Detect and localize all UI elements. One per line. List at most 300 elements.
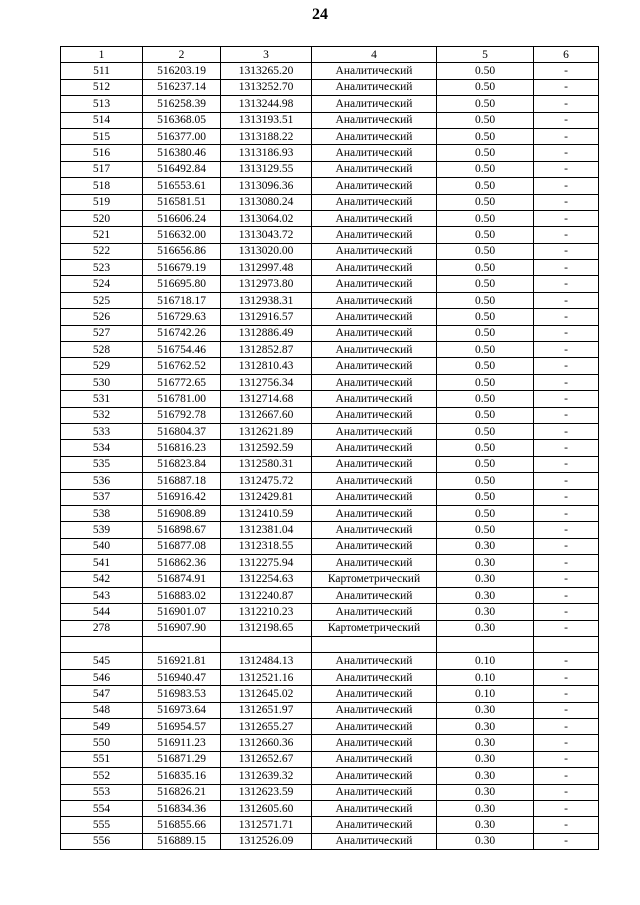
table-cell-col-4: Аналитический <box>312 112 437 128</box>
table-cell-col-4: Аналитический <box>312 227 437 243</box>
table-cell-col-6: - <box>534 604 599 620</box>
table-cell-col-6: - <box>534 833 599 849</box>
table-cell-col-4: Аналитический <box>312 669 437 685</box>
table-cell-col-5: 0.50 <box>437 292 534 308</box>
table-cell-col-1: 534 <box>61 440 143 456</box>
table-row <box>61 358 599 374</box>
table-row <box>61 555 599 571</box>
table-cell-col-2: 516877.08 <box>143 538 221 554</box>
table-cell-col-6: - <box>534 210 599 226</box>
table-cell-col-6: - <box>534 243 599 259</box>
table-cell-col-6: - <box>534 407 599 423</box>
table-cell-col-5: 0.30 <box>437 620 534 636</box>
table-cell-col-2: 516695.80 <box>143 276 221 292</box>
table-cell-col-3: 1312526.09 <box>221 833 312 849</box>
table-row <box>61 128 599 144</box>
table-cell-col-5: 0.50 <box>437 423 534 439</box>
table-cell-col-2: 516908.89 <box>143 505 221 521</box>
table-cell-col-3: 1312810.43 <box>221 358 312 374</box>
table-cell-col-6: - <box>534 79 599 95</box>
table-row <box>61 194 599 210</box>
table-cell-col-1: 521 <box>61 227 143 243</box>
table-cell-col-5: 0.30 <box>437 800 534 816</box>
table-cell-col-3: 1313020.00 <box>221 243 312 259</box>
table-cell-col-5: 0.30 <box>437 571 534 587</box>
table-cell-col-3: 1312240.87 <box>221 587 312 603</box>
table-cell-col-6 <box>534 637 599 653</box>
table-cell-col-2: 516898.67 <box>143 522 221 538</box>
table-cell-col-4: Аналитический <box>312 522 437 538</box>
table-row <box>61 686 599 702</box>
table-cell-col-1: 524 <box>61 276 143 292</box>
table-cell-col-1: 537 <box>61 489 143 505</box>
table-cell-col-6: - <box>534 260 599 276</box>
table-cell-col-5: 0.50 <box>437 342 534 358</box>
table-cell-col-6: - <box>534 669 599 685</box>
table-cell-col-1: 550 <box>61 735 143 751</box>
table-cell-col-6: - <box>534 784 599 800</box>
table-cell-col-6: - <box>534 342 599 358</box>
table-cell-col-4 <box>312 637 437 653</box>
table-cell-col-4: Аналитический <box>312 768 437 784</box>
table-cell-col-4: Аналитический <box>312 817 437 833</box>
table-cell-col-1: 518 <box>61 178 143 194</box>
table-cell-col-5: 0.50 <box>437 309 534 325</box>
table-cell-col-6: - <box>534 456 599 472</box>
table-cell-col-3: 1312973.80 <box>221 276 312 292</box>
table-cell-col-5: 0.50 <box>437 440 534 456</box>
page-number: 24 <box>312 6 328 23</box>
table-cell-col-2: 516772.65 <box>143 374 221 390</box>
table-cell-col-1: 536 <box>61 473 143 489</box>
table-cell-col-1: 548 <box>61 702 143 718</box>
table-cell-col-3: 1312938.31 <box>221 292 312 308</box>
table-cell-col-3: 1312997.48 <box>221 260 312 276</box>
table-cell-col-5: 0.50 <box>437 456 534 472</box>
table-cell-col-5: 0.50 <box>437 128 534 144</box>
table-cell-col-6: - <box>534 391 599 407</box>
table-cell-col-6: - <box>534 702 599 718</box>
table-row <box>61 440 599 456</box>
table-cell-col-5: 0.50 <box>437 391 534 407</box>
column-header: 3 <box>221 47 312 63</box>
table-cell-col-3: 1312318.55 <box>221 538 312 554</box>
table-cell-col-5: 0.50 <box>437 210 534 226</box>
table-cell-col-5: 0.30 <box>437 587 534 603</box>
table-cell-col-6: - <box>534 423 599 439</box>
table-row <box>61 784 599 800</box>
table-cell-col-4: Аналитический <box>312 440 437 456</box>
coordinates-table <box>60 46 599 850</box>
table-row <box>61 145 599 161</box>
table-cell-col-3: 1312571.71 <box>221 817 312 833</box>
table-cell-col-3 <box>221 637 312 653</box>
table-cell-col-5: 0.30 <box>437 751 534 767</box>
table-cell-col-1: 527 <box>61 325 143 341</box>
table-cell-col-3: 1312886.49 <box>221 325 312 341</box>
table-cell-col-1: 540 <box>61 538 143 554</box>
table-cell-col-5: 0.50 <box>437 178 534 194</box>
table-cell-col-1: 552 <box>61 768 143 784</box>
table-row <box>61 800 599 816</box>
table-cell-col-3: 1313265.20 <box>221 63 312 79</box>
table-cell-col-4: Аналитический <box>312 260 437 276</box>
table-cell-col-5: 0.50 <box>437 276 534 292</box>
table-cell-col-3: 1313129.55 <box>221 161 312 177</box>
table-cell-col-2: 516835.16 <box>143 768 221 784</box>
table-cell-col-3: 1312645.02 <box>221 686 312 702</box>
table-cell-col-5: 0.50 <box>437 161 534 177</box>
table-cell-col-4: Аналитический <box>312 243 437 259</box>
table-cell-col-3: 1313188.22 <box>221 128 312 144</box>
blank-separator-row <box>61 637 599 653</box>
table-cell-col-1: 511 <box>61 63 143 79</box>
table-cell-col-2: 516874.91 <box>143 571 221 587</box>
table-cell-col-2: 516889.15 <box>143 833 221 849</box>
table-cell-col-2: 516718.17 <box>143 292 221 308</box>
table-cell-col-1: 547 <box>61 686 143 702</box>
table-row <box>61 538 599 554</box>
table-cell-col-3: 1312429.81 <box>221 489 312 505</box>
table-cell-col-2: 516834.36 <box>143 800 221 816</box>
table-cell-col-4: Аналитический <box>312 653 437 669</box>
table-cell-col-6: - <box>534 325 599 341</box>
table-cell-col-1: 533 <box>61 423 143 439</box>
table-row <box>61 292 599 308</box>
column-header: 5 <box>437 47 534 63</box>
table-body <box>61 63 599 850</box>
table-cell-col-5: 0.50 <box>437 145 534 161</box>
table-cell-col-2: 516553.61 <box>143 178 221 194</box>
table-row <box>61 620 599 636</box>
table-cell-col-6: - <box>534 96 599 112</box>
table-cell-col-3: 1312623.59 <box>221 784 312 800</box>
table-cell-col-5: 0.30 <box>437 719 534 735</box>
table-cell-col-1: 529 <box>61 358 143 374</box>
table-cell-col-5: 0.30 <box>437 817 534 833</box>
table-cell-col-2: 516954.57 <box>143 719 221 735</box>
table-cell-col-3: 1313064.02 <box>221 210 312 226</box>
table-cell-col-5: 0.50 <box>437 79 534 95</box>
column-header: 2 <box>143 47 221 63</box>
table-cell-col-4: Аналитический <box>312 735 437 751</box>
table-cell-col-6: - <box>534 522 599 538</box>
table-row <box>61 702 599 718</box>
table-cell-col-2: 516823.84 <box>143 456 221 472</box>
table-cell-col-4: Аналитический <box>312 702 437 718</box>
table-row <box>61 325 599 341</box>
table-cell-col-6: - <box>534 178 599 194</box>
table-cell-col-2: 516742.26 <box>143 325 221 341</box>
table-cell-col-3: 1312655.27 <box>221 719 312 735</box>
table-cell-col-2 <box>143 637 221 653</box>
table-row <box>61 79 599 95</box>
table-row <box>61 669 599 685</box>
table-row <box>61 210 599 226</box>
table-cell-col-3: 1313043.72 <box>221 227 312 243</box>
table-cell-col-4: Аналитический <box>312 686 437 702</box>
table-row <box>61 227 599 243</box>
table-cell-col-2: 516826.21 <box>143 784 221 800</box>
table-cell-col-2: 516792.78 <box>143 407 221 423</box>
table-cell-col-2: 516656.86 <box>143 243 221 259</box>
table-cell-col-3: 1312580.31 <box>221 456 312 472</box>
table-cell-col-2: 516203.19 <box>143 63 221 79</box>
table-cell-col-1: 539 <box>61 522 143 538</box>
table-cell-col-4: Картометрический <box>312 620 437 636</box>
table-cell-col-1: 546 <box>61 669 143 685</box>
column-header: 4 <box>312 47 437 63</box>
table-cell-col-3: 1312475.72 <box>221 473 312 489</box>
table-cell-col-6: - <box>534 555 599 571</box>
table-cell-col-1: 544 <box>61 604 143 620</box>
table-cell-col-6: - <box>534 817 599 833</box>
table-row <box>61 587 599 603</box>
table-cell-col-2: 516887.18 <box>143 473 221 489</box>
table-cell-col-3: 1312652.67 <box>221 751 312 767</box>
table-cell-col-6: - <box>534 751 599 767</box>
table-cell-col-4: Аналитический <box>312 604 437 620</box>
table-cell-col-6: - <box>534 161 599 177</box>
table-cell-col-6: - <box>534 489 599 505</box>
table-cell-col-5: 0.30 <box>437 538 534 554</box>
table-cell-col-4: Аналитический <box>312 342 437 358</box>
table-cell-col-6: - <box>534 145 599 161</box>
table-cell-col-5: 0.50 <box>437 243 534 259</box>
table-row <box>61 833 599 849</box>
table-cell-col-1: 530 <box>61 374 143 390</box>
table-cell-col-5: 0.50 <box>437 260 534 276</box>
table-row <box>61 735 599 751</box>
table-cell-col-3: 1313244.98 <box>221 96 312 112</box>
table-cell-col-2: 516368.05 <box>143 112 221 128</box>
table-cell-col-4: Аналитический <box>312 423 437 439</box>
table-cell-col-1: 553 <box>61 784 143 800</box>
table-cell-col-4: Аналитический <box>312 374 437 390</box>
table-cell-col-1: 543 <box>61 587 143 603</box>
table-cell-col-3: 1313193.51 <box>221 112 312 128</box>
table-cell-col-3: 1312484.13 <box>221 653 312 669</box>
table-row <box>61 391 599 407</box>
table-cell-col-3: 1312210.23 <box>221 604 312 620</box>
table-cell-col-5: 0.30 <box>437 555 534 571</box>
table-cell-col-4: Аналитический <box>312 538 437 554</box>
column-header: 6 <box>534 47 599 63</box>
table-cell-col-3: 1313186.93 <box>221 145 312 161</box>
table-cell-col-6: - <box>534 309 599 325</box>
table-cell-col-4: Аналитический <box>312 210 437 226</box>
table-cell-col-2: 516581.51 <box>143 194 221 210</box>
table-cell-col-1: 513 <box>61 96 143 112</box>
table-cell-col-1: 556 <box>61 833 143 849</box>
table-cell-col-2: 516729.63 <box>143 309 221 325</box>
table-cell-col-5: 0.10 <box>437 669 534 685</box>
table-cell-col-4: Аналитический <box>312 79 437 95</box>
table-cell-col-6: - <box>534 538 599 554</box>
table-cell-col-5: 0.50 <box>437 227 534 243</box>
table-cell-col-5: 0.50 <box>437 407 534 423</box>
table-cell-col-2: 516871.29 <box>143 751 221 767</box>
table-cell-col-3: 1312852.87 <box>221 342 312 358</box>
table-cell-col-1: 535 <box>61 456 143 472</box>
table-cell-col-1: 512 <box>61 79 143 95</box>
table-row <box>61 768 599 784</box>
table-row <box>61 309 599 325</box>
table-cell-col-2: 516911.23 <box>143 735 221 751</box>
table-cell-col-4: Аналитический <box>312 407 437 423</box>
table-cell-col-2: 516754.46 <box>143 342 221 358</box>
table-row <box>61 112 599 128</box>
table-cell-col-3: 1312592.59 <box>221 440 312 456</box>
table-cell-col-2: 516804.37 <box>143 423 221 439</box>
table-cell-col-5: 0.10 <box>437 653 534 669</box>
table-cell-col-6: - <box>534 227 599 243</box>
table-cell-col-3: 1312621.89 <box>221 423 312 439</box>
table-cell-col-2: 516632.00 <box>143 227 221 243</box>
table-cell-col-4: Аналитический <box>312 358 437 374</box>
table-cell-col-4: Аналитический <box>312 833 437 849</box>
table-header-row <box>61 47 599 63</box>
table-cell-col-2: 516816.23 <box>143 440 221 456</box>
table-cell-col-5: 0.50 <box>437 489 534 505</box>
table-cell-col-2: 516258.39 <box>143 96 221 112</box>
table-cell-col-4: Аналитический <box>312 325 437 341</box>
table-cell-col-3: 1312714.68 <box>221 391 312 407</box>
table-cell-col-5: 0.50 <box>437 325 534 341</box>
table-cell-col-4: Аналитический <box>312 555 437 571</box>
table-cell-col-6: - <box>534 276 599 292</box>
table-cell-col-5: 0.50 <box>437 112 534 128</box>
table-row <box>61 719 599 735</box>
table-cell-col-1: 555 <box>61 817 143 833</box>
table-cell-col-6: - <box>534 768 599 784</box>
table-cell-col-6: - <box>534 358 599 374</box>
table-cell-col-5: 0.30 <box>437 784 534 800</box>
table-row <box>61 473 599 489</box>
table-cell-col-4: Аналитический <box>312 309 437 325</box>
table-row <box>61 260 599 276</box>
table-cell-col-4: Аналитический <box>312 145 437 161</box>
table-cell-col-2: 516679.19 <box>143 260 221 276</box>
table-cell-col-2: 516781.00 <box>143 391 221 407</box>
table-cell-col-1: 516 <box>61 145 143 161</box>
table-cell-col-2: 516973.64 <box>143 702 221 718</box>
table-cell-col-3: 1312916.57 <box>221 309 312 325</box>
table-cell-col-1: 526 <box>61 309 143 325</box>
table-cell-col-6: - <box>534 719 599 735</box>
table-row <box>61 456 599 472</box>
table-cell-col-5: 0.50 <box>437 96 534 112</box>
table-cell-col-1: 542 <box>61 571 143 587</box>
table-cell-col-4: Аналитический <box>312 194 437 210</box>
table-cell-col-2: 516916.42 <box>143 489 221 505</box>
table-cell-col-4: Аналитический <box>312 96 437 112</box>
table-cell-col-6: - <box>534 63 599 79</box>
table-cell-col-3: 1312275.94 <box>221 555 312 571</box>
table-cell-col-2: 516237.14 <box>143 79 221 95</box>
table-row <box>61 817 599 833</box>
table-cell-col-5: 0.50 <box>437 522 534 538</box>
table-cell-col-4: Аналитический <box>312 391 437 407</box>
table-cell-col-1: 278 <box>61 620 143 636</box>
table-cell-col-6: - <box>534 374 599 390</box>
table-cell-col-4: Аналитический <box>312 276 437 292</box>
table-row <box>61 161 599 177</box>
table-cell-col-3: 1313096.36 <box>221 178 312 194</box>
table-cell-col-2: 516606.24 <box>143 210 221 226</box>
table-cell-col-1: 532 <box>61 407 143 423</box>
table-cell-col-2: 516377.00 <box>143 128 221 144</box>
table-row <box>61 407 599 423</box>
table-row <box>61 604 599 620</box>
table-cell-col-4: Аналитический <box>312 784 437 800</box>
table-cell-col-2: 516855.66 <box>143 817 221 833</box>
table-row <box>61 178 599 194</box>
table-cell-col-1: 541 <box>61 555 143 571</box>
table-cell-col-2: 516901.07 <box>143 604 221 620</box>
table-cell-col-2: 516883.02 <box>143 587 221 603</box>
table-cell-col-3: 1313080.24 <box>221 194 312 210</box>
column-header: 1 <box>61 47 143 63</box>
table-cell-col-4: Аналитический <box>312 63 437 79</box>
table-cell-col-2: 516762.52 <box>143 358 221 374</box>
table-cell-col-4: Аналитический <box>312 292 437 308</box>
table-cell-col-4: Аналитический <box>312 719 437 735</box>
table-cell-col-5: 0.30 <box>437 604 534 620</box>
table-cell-col-6: - <box>534 620 599 636</box>
table-cell-col-3: 1313252.70 <box>221 79 312 95</box>
table-cell-col-3: 1312651.97 <box>221 702 312 718</box>
table-row <box>61 571 599 587</box>
table-cell-col-4: Аналитический <box>312 128 437 144</box>
table-cell-col-6: - <box>534 112 599 128</box>
table-cell-col-1: 515 <box>61 128 143 144</box>
table-cell-col-5: 0.50 <box>437 194 534 210</box>
table-cell-col-1: 528 <box>61 342 143 358</box>
table-row <box>61 751 599 767</box>
table-cell-col-2: 516921.81 <box>143 653 221 669</box>
table-cell-col-6: - <box>534 571 599 587</box>
table-row <box>61 522 599 538</box>
table-cell-col-1: 514 <box>61 112 143 128</box>
table-cell-col-5: 0.30 <box>437 833 534 849</box>
table-cell-col-2: 516940.47 <box>143 669 221 685</box>
table-cell-col-5: 0.50 <box>437 63 534 79</box>
table-cell-col-5: 0.50 <box>437 358 534 374</box>
table-cell-col-1: 525 <box>61 292 143 308</box>
table-cell-col-6: - <box>534 800 599 816</box>
table-cell-col-1: 538 <box>61 505 143 521</box>
table-cell-col-3: 1312410.59 <box>221 505 312 521</box>
table-row <box>61 423 599 439</box>
table-cell-col-5: 0.50 <box>437 505 534 521</box>
table-cell-col-4: Аналитический <box>312 178 437 194</box>
table-cell-col-1 <box>61 637 143 653</box>
table-row <box>61 505 599 521</box>
table-cell-col-3: 1312381.04 <box>221 522 312 538</box>
table-cell-col-1: 545 <box>61 653 143 669</box>
table-row <box>61 374 599 390</box>
table-cell-col-4: Аналитический <box>312 489 437 505</box>
table-cell-col-3: 1312660.36 <box>221 735 312 751</box>
table-row <box>61 342 599 358</box>
table-row <box>61 653 599 669</box>
table-cell-col-1: 522 <box>61 243 143 259</box>
table-cell-col-6: - <box>534 128 599 144</box>
table-cell-col-6: - <box>534 587 599 603</box>
table-cell-col-6: - <box>534 473 599 489</box>
table-cell-col-2: 516380.46 <box>143 145 221 161</box>
